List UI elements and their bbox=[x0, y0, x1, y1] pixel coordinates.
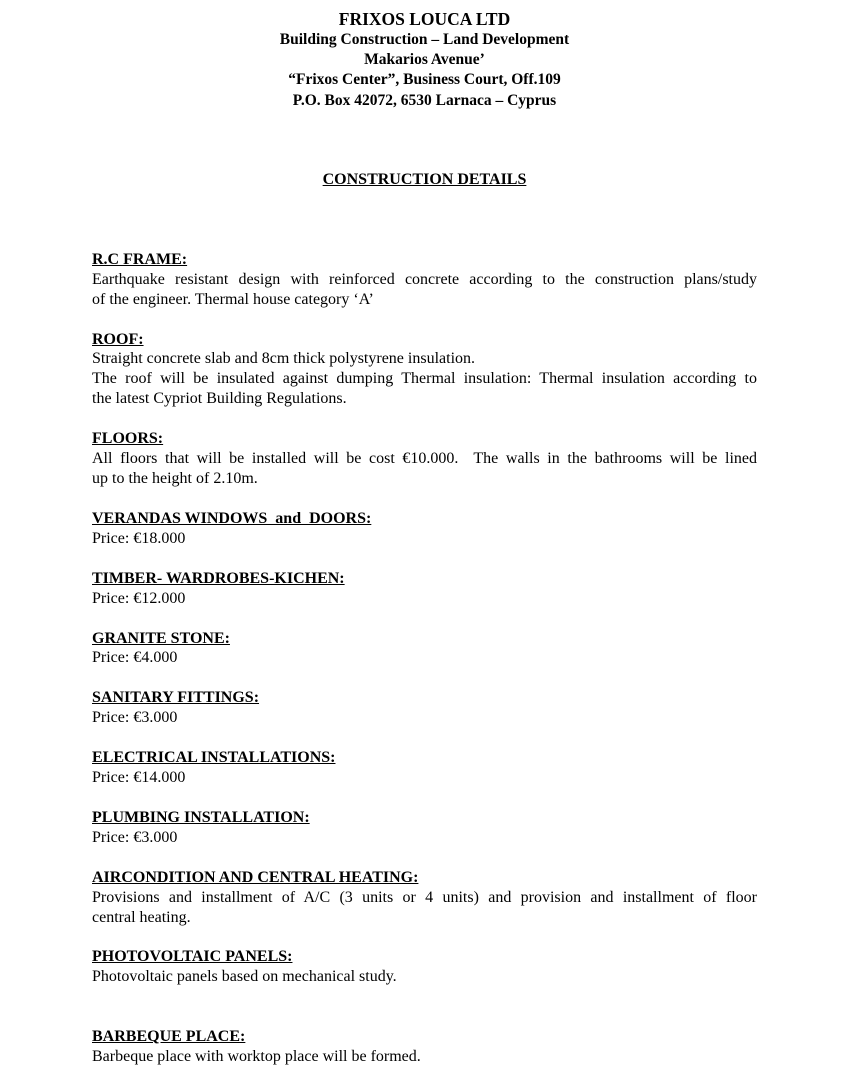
letterhead-line: Makarios Avenue’ bbox=[364, 51, 485, 69]
letterhead-line: P.O. Box 42072, 6530 Larnaca – Cyprus bbox=[292, 91, 557, 109]
section-heading: VERANDAS WINDOWS and DOORS: bbox=[92, 509, 372, 527]
section bbox=[92, 868, 757, 928]
section-heading: SANITARY FITTINGS: bbox=[92, 689, 260, 707]
company-name: FRIXOS LOUCA LTD bbox=[338, 9, 511, 29]
body-line: The roof will be insulated against dumping Thermal insulation: Thermal insulation according to bbox=[92, 370, 757, 388]
section bbox=[92, 509, 757, 549]
body-line: Price: €18.000 bbox=[92, 529, 186, 547]
section-heading: GRANITE STONE: bbox=[92, 629, 230, 647]
body-line: central heating. bbox=[92, 908, 191, 926]
section bbox=[92, 808, 757, 848]
body-line: Earthquake resistant design with reinforced concrete according to the construction plans/study bbox=[92, 270, 757, 288]
section-heading: TIMBER- WARDROBES-KICHEN: bbox=[92, 569, 345, 587]
section bbox=[92, 569, 757, 609]
body-line: Price: €3.000 bbox=[92, 828, 178, 846]
body-line: up to the height of 2.10m. bbox=[92, 469, 258, 487]
body-line: All floors that will be installed will be cost €10.000. The walls in the bathrooms will be lined bbox=[92, 450, 757, 468]
body-line: Straight concrete slab and 8cm thick polystyrene insulation. bbox=[92, 350, 476, 368]
body-line: Price: €12.000 bbox=[92, 589, 186, 607]
section bbox=[92, 1027, 757, 1067]
section-heading: PLUMBING INSTALLATION: bbox=[92, 808, 310, 826]
section-heading: ROOF: bbox=[92, 330, 144, 348]
body-line: Photovoltaic panels based on mechanical study. bbox=[92, 968, 397, 986]
body-line: Price: €14.000 bbox=[92, 769, 186, 787]
body-line: Provisions and installment of A/C (3 units or 4 units) and provision and installment of floor bbox=[92, 888, 757, 906]
section-heading: FLOORS: bbox=[92, 430, 164, 448]
letterhead bbox=[92, 8, 757, 111]
section bbox=[92, 429, 757, 489]
section-heading: ELECTRICAL INSTALLATIONS: bbox=[92, 749, 336, 767]
section-heading: BARBEQUE PLACE: bbox=[92, 1028, 246, 1046]
section bbox=[92, 947, 757, 987]
body-line: Price: €4.000 bbox=[92, 649, 178, 667]
section-heading: AIRCONDITION AND CENTRAL HEATING: bbox=[92, 868, 419, 886]
section-heading: PHOTOVOLTAIC PANELS: bbox=[92, 948, 293, 966]
document-title: CONSTRUCTION DETAILS bbox=[322, 170, 527, 188]
section bbox=[92, 688, 757, 728]
letterhead-line: Building Construction – Land Development bbox=[279, 31, 570, 48]
body-line: Price: €3.000 bbox=[92, 709, 178, 727]
section bbox=[92, 748, 757, 788]
section-heading: R.C FRAME: bbox=[92, 250, 188, 268]
letterhead-line: “Frixos Center”, Business Court, Off.109 bbox=[288, 71, 561, 89]
section bbox=[92, 250, 757, 310]
body-line: Barbeque place with worktop place will be formed. bbox=[92, 1048, 421, 1066]
section bbox=[92, 629, 757, 669]
body-line: the latest Cypriot Building Regulations. bbox=[92, 390, 347, 408]
body-line: of the engineer. Thermal house category ‘A’ bbox=[92, 290, 374, 308]
section bbox=[92, 330, 757, 410]
sections-container bbox=[92, 250, 757, 1067]
